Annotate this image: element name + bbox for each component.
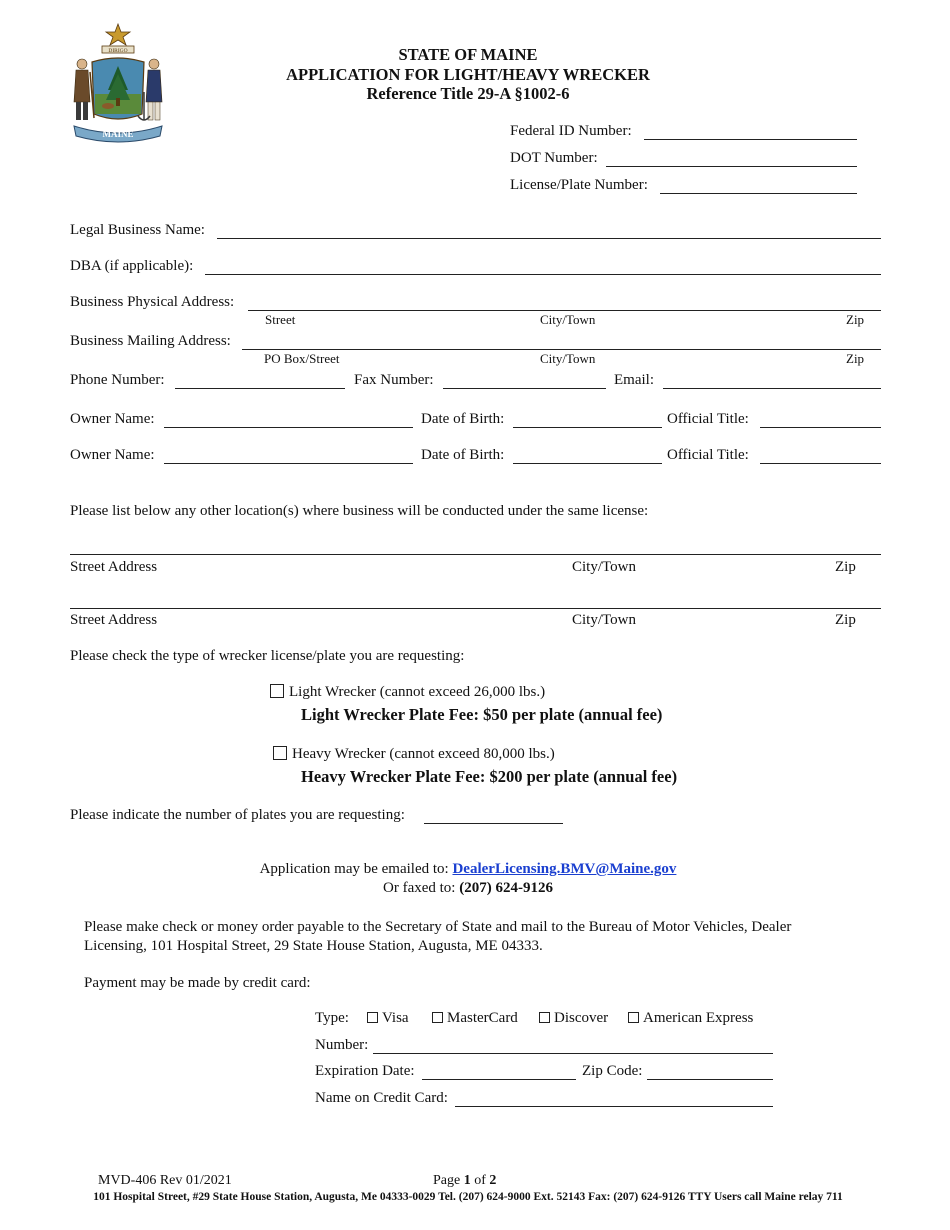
discover-checkbox[interactable]: [539, 1012, 550, 1023]
name-on-card-label: Name on Credit Card:: [315, 1090, 448, 1106]
fax-label: Fax Number:: [354, 372, 434, 388]
page-total: 2: [489, 1173, 497, 1188]
physical-street-caption: Street: [265, 312, 296, 327]
location-2-street-caption: Street Address: [70, 612, 158, 628]
visa-label: Visa: [382, 1010, 409, 1026]
fax-prefix: Or faxed to:: [383, 880, 460, 896]
card-option-visa[interactable]: [367, 1010, 409, 1027]
name-on-card-field[interactable]: [455, 1106, 773, 1107]
physical-address-field[interactable]: [248, 310, 881, 311]
license-plate-field[interactable]: [660, 193, 857, 194]
location-2-city-caption: City/Town: [572, 612, 636, 628]
plates-count-label: Please indicate the number of plates you are requesting:: [70, 807, 405, 823]
owner-name-field[interactable]: [164, 427, 413, 428]
federal-id-field[interactable]: [644, 139, 857, 140]
location-1-field[interactable]: [70, 554, 881, 555]
legal-business-name-field[interactable]: [217, 238, 881, 239]
dot-number-label: DOT Number:: [510, 150, 598, 166]
locations-instruction: Please list below any other location(s) where business will be conducted under the same license:: [70, 503, 649, 519]
dba-label: DBA (if applicable):: [70, 258, 194, 274]
title-reference: Reference Title 29-A §1002-6: [366, 84, 570, 103]
owner-title-label: Official Title:: [667, 447, 749, 463]
card-type-label: Type:: [315, 1010, 349, 1026]
location-1-zip-caption: Zip: [835, 559, 856, 575]
card-zip-label: Zip Code:: [582, 1063, 643, 1079]
physical-city-caption: City/Town: [540, 312, 596, 327]
email-instruction: [0, 861, 936, 878]
fax-instruction: [0, 880, 936, 897]
federal-id-label: Federal ID Number:: [510, 123, 632, 139]
heavy-wrecker-fee: Heavy Wrecker Plate Fee: $200 per plate (annual fee): [301, 767, 678, 786]
expiration-label: Expiration Date:: [315, 1063, 415, 1079]
heavy-wrecker-option[interactable]: [273, 746, 555, 763]
amex-checkbox[interactable]: [628, 1012, 639, 1023]
light-wrecker-checkbox[interactable]: [270, 684, 284, 698]
mailing-zip-caption: Zip: [846, 351, 865, 366]
amex-label: American Express: [643, 1010, 754, 1026]
form-id: MVD-406 Rev 01/2021: [98, 1173, 232, 1188]
email-field[interactable]: [663, 388, 881, 389]
svg-text:MAINE: MAINE: [102, 129, 134, 139]
owner-title-label: Official Title:: [667, 411, 749, 427]
license-plate-label: License/Plate Number:: [510, 177, 648, 193]
physical-address-label: Business Physical Address:: [70, 294, 235, 310]
heavy-wrecker-checkbox[interactable]: [273, 746, 287, 760]
page-indicator: [433, 1173, 496, 1189]
submission-email-link[interactable]: DealerLicensing.BMV@Maine.gov: [452, 861, 677, 877]
card-option-amex[interactable]: [628, 1010, 753, 1027]
phone-label: Phone Number:: [70, 372, 165, 388]
mailing-street-caption: PO Box/Street: [264, 351, 340, 366]
physical-zip-caption: Zip: [846, 312, 865, 327]
owner-dob-label: Date of Birth:: [421, 447, 505, 463]
title-state: STATE OF MAINE: [398, 45, 538, 64]
page-current: 1: [463, 1173, 471, 1188]
page-prefix: Page: [433, 1173, 464, 1188]
mailing-address-label: Business Mailing Address:: [70, 333, 231, 349]
star-icon: [106, 24, 130, 45]
expiration-field[interactable]: [422, 1079, 576, 1080]
heavy-wrecker-label: Heavy Wrecker (cannot exceed 80,000 lbs.): [292, 746, 555, 762]
location-2-field[interactable]: [70, 608, 881, 609]
mail-instruction-line-2: Licensing, 101 Hospital Street, 29 State House Station, Augusta, ME 04333.: [84, 938, 543, 954]
wrecker-type-instruction: Please check the type of wrecker license/plate you are requesting:: [70, 648, 465, 664]
owner-dob-field[interactable]: [513, 463, 662, 464]
owner-name-label: Owner Name:: [70, 447, 155, 463]
owner-name-field[interactable]: [164, 463, 413, 464]
phone-field[interactable]: [175, 388, 345, 389]
dba-field[interactable]: [205, 274, 881, 275]
fax-field[interactable]: [443, 388, 606, 389]
owner-name-label: Owner Name:: [70, 411, 155, 427]
dot-number-field[interactable]: [606, 166, 857, 167]
owner-title-field[interactable]: [760, 427, 881, 428]
light-wrecker-label: Light Wrecker (cannot exceed 26,000 lbs.): [289, 684, 546, 700]
email-prefix: Application may be emailed to:: [259, 861, 453, 877]
form-title: [0, 45, 936, 104]
card-number-label: Number:: [315, 1037, 369, 1053]
mastercard-checkbox[interactable]: [432, 1012, 443, 1023]
visa-checkbox[interactable]: [367, 1012, 378, 1023]
fax-number: (207) 624-9126: [459, 880, 553, 896]
owner-dob-label: Date of Birth:: [421, 411, 505, 427]
plates-count-field[interactable]: [424, 823, 563, 824]
footer-address: 101 Hospital Street, #29 State House Station, Augusta, Me 04333-0029 Tel. (207) 624-9000 Ext. 52143 Fax: (207) 624-9126 TTY Users call Maine relay 711: [93, 1191, 843, 1203]
mastercard-label: MasterCard: [447, 1010, 518, 1026]
mail-instruction-line-1: Please make check or money order payable to the Secretary of State and mail to the Bureau of Motor Vehicles, Dealer: [84, 919, 792, 935]
svg-text:DIRIGO: DIRIGO: [108, 48, 128, 54]
owner-title-field[interactable]: [760, 463, 881, 464]
email-label: Email:: [614, 372, 654, 388]
discover-label: Discover: [554, 1010, 609, 1026]
location-1-street-caption: Street Address: [70, 559, 158, 575]
card-number-field[interactable]: [373, 1053, 773, 1054]
location-2-zip-caption: Zip: [835, 612, 856, 628]
mailing-city-caption: City/Town: [540, 351, 596, 366]
location-1-city-caption: City/Town: [572, 559, 636, 575]
payment-intro: Payment may be made by credit card:: [84, 975, 311, 991]
card-zip-field[interactable]: [647, 1079, 773, 1080]
card-option-discover[interactable]: [539, 1010, 608, 1027]
title-application: APPLICATION FOR LIGHT/HEAVY WRECKER: [286, 64, 650, 84]
light-wrecker-option[interactable]: [270, 684, 545, 701]
card-option-mastercard[interactable]: [432, 1010, 518, 1027]
page-of: of: [470, 1173, 490, 1188]
mailing-address-field[interactable]: [242, 349, 881, 350]
legal-business-name-label: Legal Business Name:: [70, 222, 205, 238]
owner-dob-field[interactable]: [513, 427, 662, 428]
light-wrecker-fee: Light Wrecker Plate Fee: $50 per plate (annual fee): [301, 705, 663, 724]
